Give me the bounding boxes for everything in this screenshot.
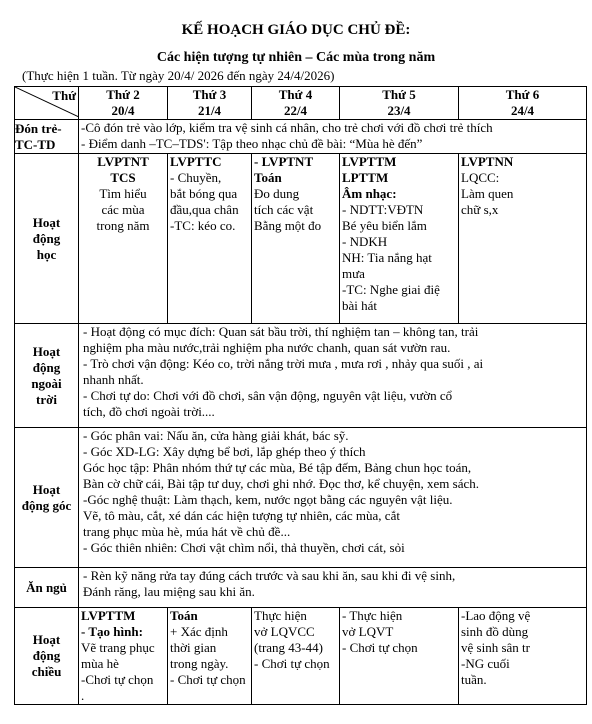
activity-line: - NDKH bbox=[342, 234, 388, 249]
outdoor-line: - Hoạt động có mục đích: Quan sát bầu trời, thí nghiệm tan – không tan, trải bbox=[83, 324, 479, 339]
afternoon-line: - Tạo hình: bbox=[81, 624, 143, 639]
plan-table bbox=[14, 86, 587, 705]
day-header-wed: Thứ 4 22/4 bbox=[252, 87, 340, 120]
afternoon-line: -Lao động vệ bbox=[461, 608, 531, 623]
afternoon-line: (trang 43-44) bbox=[254, 640, 323, 655]
afternoon-line: mùa hè bbox=[81, 656, 119, 671]
corner-label: Thứ bbox=[52, 88, 76, 103]
row-label-ngoai-troi bbox=[15, 324, 79, 428]
corner-activity-line: trang phục mùa hè, múa hát về chủ đề... bbox=[83, 524, 291, 539]
activity-line: tích các vật bbox=[254, 202, 314, 217]
activity-line: Bằng một đo bbox=[254, 218, 322, 233]
activity-line: Âm nhạc: bbox=[342, 186, 397, 201]
activity-line: chữ s,x bbox=[461, 202, 499, 217]
row-label-line: chiều bbox=[31, 664, 62, 679]
activity-line: -TC: Nghe giai điệ bbox=[342, 282, 440, 297]
outdoor-line: nghiệm pha màu nước,trải nghiệm pha nước chanh, quan sát vườn rau. bbox=[83, 340, 451, 355]
row-label-line: học bbox=[36, 246, 57, 262]
day-header-mon: Thứ 2 20/4 bbox=[79, 87, 168, 120]
activity-line: -TC: kéo co. bbox=[170, 218, 236, 233]
afternoon-line: -NG cuối bbox=[461, 656, 510, 671]
activity-line: bài hát bbox=[342, 298, 378, 313]
activity-line: LVPTTC bbox=[170, 154, 222, 169]
hoc-thu-cell bbox=[340, 154, 459, 324]
hoat-dong-goc-content bbox=[79, 428, 587, 568]
row-label-hoat-dong-hoc bbox=[15, 154, 79, 324]
outdoor-line: - Trò chơi vận động: Kéo co, trời nắng trời mưa , mưa rơi , nhảy qua suối , ai bbox=[83, 356, 484, 371]
corner-activity-line: Vẽ, tô màu, cắt, xé dán các hiện tượng tự nhiên, các mùa, cắt bbox=[83, 508, 400, 523]
afternoon-line: trong ngày. bbox=[170, 656, 229, 671]
ngoai-troi-content bbox=[79, 324, 587, 428]
activity-line: NH: Tia nắng hạt bbox=[342, 250, 432, 265]
plan-subtitle: Các hiện tượng tự nhiên – Các mùa trong năm bbox=[156, 50, 436, 65]
afternoon-line: Thực hiện bbox=[254, 608, 307, 623]
outdoor-line: nhanh nhất. bbox=[83, 372, 144, 387]
header-row bbox=[15, 87, 587, 120]
corner-activity-line: -Góc nghệ thuật: Làm thạch, kem, nước ngọt bằng các nguyên vật liệu. bbox=[83, 492, 453, 507]
activity-line: mưa bbox=[342, 266, 365, 281]
don-tre-content: -Cô đón trẻ vào lớp, kiểm tra vệ sinh cá nhân, cho trẻ chơi với đồ chơi trẻ thích - Điểm danh –TC–TDS': Tập theo nhạc chủ đề bài: “Mùa hè đến” bbox=[79, 120, 587, 154]
outdoor-line: - Chơi tự do: Chơi với đồ chơi, sân vận động, nguyên vật liệu, vườn cổ bbox=[83, 388, 453, 403]
activity-line: - NDTT:VĐTN bbox=[342, 202, 424, 217]
activity-line: - LVPTNT bbox=[254, 154, 314, 169]
row-label-line: Hoạt bbox=[32, 632, 61, 647]
row-an-ngu bbox=[15, 568, 587, 608]
afternoon-line: tuần. bbox=[461, 672, 487, 687]
activity-line: TCS bbox=[110, 170, 136, 185]
afternoon-line: vở LQVCC bbox=[254, 624, 315, 639]
row-label-line: Hoạt bbox=[32, 481, 61, 497]
afternoon-line: - Chơi tự chọn bbox=[170, 672, 246, 687]
chieu-fri-cell bbox=[459, 608, 587, 705]
afternoon-line: - Chơi tự chọn bbox=[342, 640, 418, 655]
corner-activity-line: - Góc XD-LG: Xây dựng bể bơi, lắp ghép theo ý thích bbox=[83, 444, 366, 459]
afternoon-line: Vẽ trang phục bbox=[81, 640, 155, 655]
row-label-line: trời bbox=[36, 391, 57, 407]
corner-cell bbox=[15, 87, 79, 120]
activity-line: đầu,qua chân bbox=[170, 202, 239, 217]
day-header-tue: Thứ 3 21/4 bbox=[168, 87, 252, 120]
chieu-thu-cell bbox=[340, 608, 459, 705]
row-don-tre bbox=[15, 120, 587, 154]
afternoon-line: vệ sinh sân tr bbox=[461, 640, 530, 655]
activity-line: trong năm bbox=[96, 218, 150, 233]
activity-line: Tìm hiểu bbox=[99, 186, 147, 201]
row-label-line: động bbox=[32, 648, 61, 663]
meal-sleep-line: Đánh răng, lau miệng sau khi ăn. bbox=[83, 584, 255, 599]
day-header-fri: Thứ 6 24/4 bbox=[459, 87, 587, 120]
chieu-wed-cell bbox=[252, 608, 340, 705]
activity-line: LVPTTM bbox=[342, 154, 397, 169]
activity-line: LVPTNT bbox=[97, 154, 149, 169]
plan-period: (Thực hiện 1 tuần. Từ ngày 20/4/ 2026 đến ngày 24/4/2026) bbox=[22, 68, 335, 83]
afternoon-line: Toán bbox=[170, 608, 198, 623]
row-label-line: động bbox=[32, 359, 61, 375]
row-label-line: Hoạt bbox=[32, 343, 61, 359]
afternoon-line: . bbox=[81, 688, 85, 703]
activity-line: LPTTM bbox=[342, 170, 389, 185]
hoc-fri-cell bbox=[459, 154, 587, 324]
afternoon-line: vở LQVT bbox=[342, 624, 394, 639]
row-label-line: động góc bbox=[21, 497, 72, 513]
outdoor-line: tích, đồ chơi ngoài trời.... bbox=[83, 404, 215, 419]
row-label-don-tre: Đón trẻ- TC-TD bbox=[15, 120, 79, 154]
afternoon-line: - Thực hiện bbox=[342, 608, 403, 623]
row-label-line: ngoài bbox=[31, 375, 62, 391]
afternoon-line: - Chơi tự chọn bbox=[254, 656, 330, 671]
row-label-an-ngu: Ăn ngủ bbox=[15, 568, 79, 608]
hoc-mon-cell bbox=[79, 154, 168, 324]
corner-activity-line: - Góc phân vai: Nấu ăn, cửa hàng giải khát, bác sỹ. bbox=[83, 428, 349, 443]
chieu-mon-cell bbox=[79, 608, 168, 705]
row-label-line: Hoạt bbox=[32, 214, 61, 230]
activity-line: LVPTNN bbox=[461, 154, 514, 169]
plan-title: KẾ HOẠCH GIÁO DỤC CHỦ ĐỀ: bbox=[181, 22, 411, 38]
day-header-thu: Thứ 5 23/4 bbox=[340, 87, 459, 120]
hoc-tue-cell bbox=[168, 154, 252, 324]
corner-activity-line: Bàn cờ chữ cái, Bài tập tư duy, chơi ghi nhớ. Đọc thơ, kể chuyện, xem sách. bbox=[83, 476, 479, 491]
activity-line: - Chuyền, bbox=[170, 170, 222, 185]
an-ngu-content bbox=[79, 568, 587, 608]
activity-line: bắt bóng qua bbox=[170, 186, 238, 201]
meal-sleep-line: - Rèn kỹ năng rửa tay đúng cách trước và sau khi ăn, sau khi đi vệ sinh, bbox=[83, 568, 456, 583]
activity-line: Đo dung bbox=[254, 186, 300, 201]
activity-line: LQCC: bbox=[461, 170, 500, 185]
corner-activity-line: - Góc thiên nhiên: Chơi vật chìm nổi, thả thuyền, chơi cát, sỏi bbox=[83, 540, 405, 555]
afternoon-line: LVPTTM bbox=[81, 608, 136, 623]
activity-line: Làm quen bbox=[461, 186, 514, 201]
afternoon-line: thời gian bbox=[170, 640, 217, 655]
hoc-wed-cell bbox=[252, 154, 340, 324]
afternoon-line: -Chơi tự chọn bbox=[81, 672, 154, 687]
row-hoat-dong-goc bbox=[15, 428, 587, 568]
row-label-line: động bbox=[32, 230, 61, 246]
activity-line: Toán bbox=[254, 170, 282, 185]
afternoon-line: sinh đồ dùng bbox=[461, 624, 529, 639]
row-label-hoat-dong-goc bbox=[15, 428, 79, 568]
corner-activity-line: Góc học tập: Phân nhóm thứ tự các mùa, Bé tập đếm, Bảng chun học toán, bbox=[83, 460, 472, 475]
row-hoat-dong-hoc bbox=[15, 154, 587, 324]
chieu-tue-cell bbox=[168, 608, 252, 705]
row-ngoai-troi bbox=[15, 324, 587, 428]
row-hoat-dong-chieu bbox=[15, 608, 587, 705]
activity-line: các mùa bbox=[101, 202, 145, 217]
afternoon-line: + Xác định bbox=[170, 624, 228, 639]
row-label-hoat-dong-chieu bbox=[15, 608, 79, 705]
activity-line: Bé yêu biển lắm bbox=[342, 218, 427, 233]
